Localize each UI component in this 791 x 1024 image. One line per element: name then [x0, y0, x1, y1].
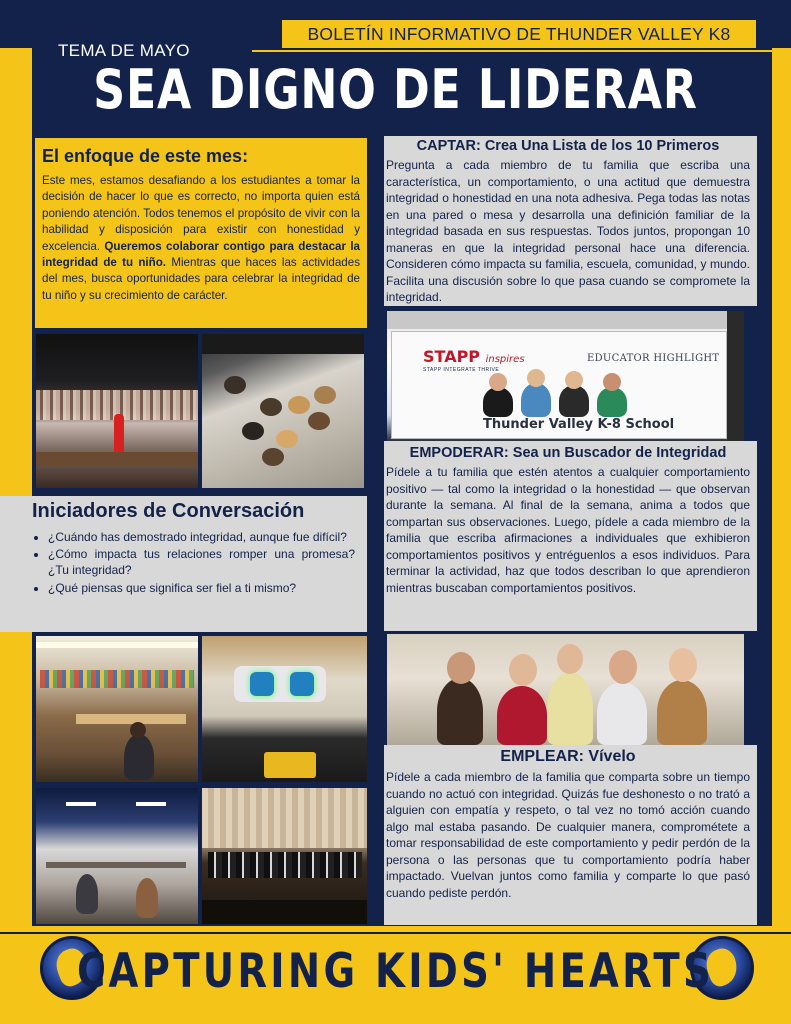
footer-text: CAPTURING KIDS' HEARTS [76, 944, 714, 999]
focus-section [35, 138, 367, 328]
conversation-item: • ¿Qué piensas que significa ser fiel a ti mismo? [48, 580, 355, 596]
empoderar-body: Pídele a tu familia que estén atentos a cualquier comportamiento positivo — tal como la integridad o la honestidad — que observan durante la semana. Al final de la semana, anima a todos que compartan sus observaciones. Luego, pídele a cada miembro de la familia que escriba afirmaciones a individuales que exhibieron comportamientos positivos y entréguenlos a esos individuos. Para terminar la actividad, haz que todos describan lo que aprendieron mientras buscaban comportamientos positivos. [386, 465, 750, 595]
focus-title: El enfoque de este mes: [42, 146, 249, 166]
captar-section [384, 136, 757, 306]
captar-title: CAPTAR: Crea Una Lista de los 10 Primeros [416, 138, 720, 154]
theme-label: TEMA DE MAYO [58, 41, 190, 60]
emplear-title: EMPLEAR: Vívelo [500, 748, 636, 765]
chicks-photo [202, 334, 364, 488]
stapp-tagline: STAPP INTEGRATE THRIVE [423, 367, 500, 373]
footer-divider [0, 932, 791, 934]
auditorium-photo [36, 334, 198, 488]
vr-goggles-photo [202, 636, 367, 782]
library-photo [36, 636, 198, 782]
focus-body-bold: Queremos colaborar contigo para destacar la integridad de tu niño. [42, 239, 360, 270]
conversation-list [32, 529, 355, 596]
stapp-logo-script: inspires [485, 354, 525, 365]
empoderar-section [384, 441, 757, 631]
captar-body: Pregunta a cada miembro de tu familia que escriba una característica, un comportamiento, o una actitud que demuestra integridad o honestidad en una nota adhesiva. Pega todas las notas en una pared o mesa y desarrolla una definición familiar de la integridad basada en sus respuestas. Todos juntos, propongan 10 maneras en que la integridad personal hace una diferencia. Consideren cómo impacta su familia, escuela, comunidad, y mundo. Facilita una discusión sobre lo que pasa cuando se compromete la integridad. [386, 158, 750, 304]
school-name: Thunder Valley K-8 School [483, 417, 675, 432]
focus-body [42, 173, 360, 304]
conversation-title: Iniciadores de Conversación [32, 500, 305, 522]
newsletter-title: BOLETÍN INFORMATIVO DE THUNDER VALLEY K8 [282, 20, 756, 48]
educator-highlight-label: EDUCATOR HIGHLIGHT [587, 353, 720, 364]
conversation-item: • ¿Cuándo has demostrado integridad, aunque fue difícil? [48, 529, 355, 545]
conversation-section [0, 496, 367, 632]
staff-group-photo [387, 634, 744, 745]
conversation-item: • ¿Cómo impacta tus relaciones romper una promesa? ¿Tu integridad? [48, 546, 355, 578]
focus-body-outro: Mientras que haces las actividades del mes, busca oportunidades para celebrar la integridad de tu niño y su crecimiento de carácter. [42, 256, 360, 302]
cafeteria-photo [36, 788, 198, 924]
empoderar-title: EMPODERAR: Sea un Buscador de Integridad [409, 445, 727, 461]
emplear-section [384, 745, 757, 925]
educator-highlight-photo [387, 311, 744, 441]
right-accent-bar [772, 48, 791, 926]
header-divider [252, 50, 772, 52]
main-title: SEA DIGNO DE LIDERAR [93, 58, 698, 121]
focus-body-intro: Este mes, estamos desafiando a los estudiantes a tomar la decisión de hacer lo que es correcto, no importa quien está poniendo atención. Todos tenemos el propósito de vivir con la habilidad y disposición para existir con honestidad y excelencia. [42, 174, 360, 253]
band-concert-photo [202, 788, 367, 924]
left-accent-bar [0, 48, 32, 926]
stapp-logo [423, 347, 525, 366]
stapp-logo-text: STAPP [423, 347, 481, 366]
emplear-body: Pídele a cada miembro de la familia que comparta sobre un tiempo cuando no actuó con integridad. Quizás fue deshonesto o no trató a alguien con empatía y respeto, o tal vez no tomó acción cuando algo mal estaba pasando. De cualquier manera, comprométete a tomar responsabilidad de este comportamiento y pedir perdón de la persona o las personas que tu comportamiento podría haber impactado. Vuelvan juntos como familia y comparte lo que pasó cuando pediste perdón. [386, 770, 750, 900]
